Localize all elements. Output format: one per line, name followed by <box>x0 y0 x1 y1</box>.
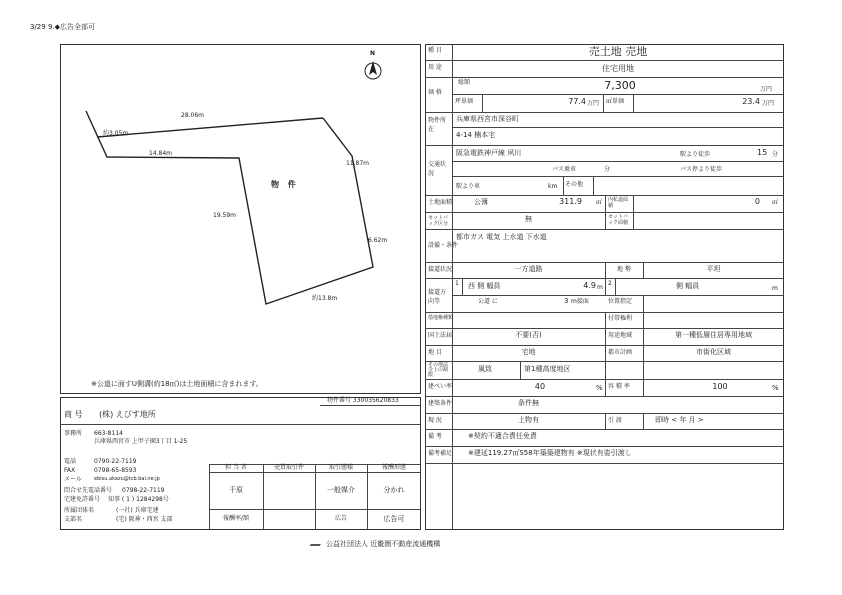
condition-label: 建築条件 <box>428 400 453 407</box>
remarks2-label: 備考補足 <box>428 450 453 457</box>
license-value: 知事 ( 1 ) 1284298号 <box>108 496 169 503</box>
setback-value: 無 <box>525 215 532 223</box>
bcr-value: 40 <box>534 382 546 391</box>
far-label: 容 積 率 <box>608 383 630 390</box>
footer-org-label: 公益社団法人 近畿圏不動産流通機構 <box>326 540 441 548</box>
dim-inner: 14.84m <box>149 150 173 157</box>
remarks-value: ※契約不適合責任免責 <box>468 432 537 440</box>
north-label: N <box>370 50 376 57</box>
val-mode: 一般媒介 <box>327 486 355 494</box>
use-value: 住宅用地 <box>602 64 634 73</box>
remarks-label: 備 考 <box>428 433 442 440</box>
branch-value: (宅) 阪神・西宮 支部 <box>116 516 173 523</box>
col-mode: 取引態様 <box>328 464 353 471</box>
bus-label: バス乗車 <box>552 166 577 173</box>
fax-label: FAX <box>64 467 76 474</box>
office-label: 事務所 <box>64 430 83 437</box>
dim-top: 28.06m <box>181 112 205 119</box>
other-law-b: 第1種高度地区 <box>524 365 571 373</box>
position-label: 位置指定 <box>608 298 633 305</box>
val-staff: 千原 <box>229 486 243 494</box>
bus-walk-label: バス停より徒歩 <box>680 166 723 173</box>
ad-label: 広告 <box>334 515 347 522</box>
road1-frontage: 3 <box>564 297 569 305</box>
road-status-value: 一方道路 <box>514 265 543 273</box>
handover-value: 即時 < 年 月 > <box>655 416 704 424</box>
map-note: ※公道に面すU側溝(約18㎡)は土地面積に含まれます。 <box>91 380 263 388</box>
contact-value: 0798-22-7119 <box>122 487 165 494</box>
walk-label: 駅より徒歩 <box>680 151 711 158</box>
facility-label: 設備・条件 <box>428 242 459 249</box>
sqm-value: 23.4 <box>742 97 760 106</box>
other-law-label: その他法令上の制限 <box>428 362 449 378</box>
dim-bottom: 約13.8m <box>312 295 338 302</box>
city-plan-label: 都市計画 <box>608 349 633 356</box>
assoc-label: 所属団体名 <box>64 507 95 514</box>
road2-no: 2 <box>608 280 612 287</box>
dim-right-lower: 6.62m <box>368 237 388 244</box>
dim-right-upper: 11.87m <box>346 160 370 167</box>
dim-left-lower: 19.59m <box>213 212 237 219</box>
other-label: その他 <box>565 181 584 188</box>
lot-label: 物 件 <box>271 180 299 189</box>
national-label: 国土法届 <box>428 332 453 339</box>
license-label: 宅建免許番号 <box>64 496 101 503</box>
area-value: 311.9 <box>559 197 582 206</box>
setback-label: セットバック区分 <box>428 215 449 227</box>
city-plan-value: 市街化区域 <box>696 348 731 356</box>
condition-value: 条件無 <box>518 399 539 407</box>
other-law-a: 風致 <box>478 365 492 373</box>
area-unit: ㎡ <box>596 199 603 206</box>
road1-type: 公道 に <box>478 298 498 305</box>
rights-label: 付帯権利 <box>608 315 633 322</box>
setback-area-label: セットバック面積 <box>608 214 629 226</box>
current-label: 現 況 <box>428 417 442 424</box>
footer-org <box>312 538 440 548</box>
mail-label: メール <box>64 476 82 483</box>
sqm-label: ㎡単価 <box>606 98 625 105</box>
bcr-unit: % <box>596 384 603 392</box>
walk-value: 15 <box>757 148 768 157</box>
price-unit: 万円 <box>760 86 773 93</box>
map-panel <box>60 44 421 394</box>
land-cat-label: 地 目 <box>428 349 442 356</box>
road2-unit: m <box>772 285 778 292</box>
val-fee: 分かれ <box>383 486 405 494</box>
road-dir-label: 接道方向等 <box>428 289 447 305</box>
fax-value: 0798-65-8593 <box>94 467 137 474</box>
bus-unit: 分 <box>604 166 611 173</box>
terrain-label: 地 勢 <box>617 266 631 273</box>
listing-number: 物件番号 330035620833 <box>327 397 399 404</box>
road1-no: 1 <box>455 280 459 287</box>
traffic-label: 交通状況 <box>428 161 447 177</box>
col-staff: 担 当 者 <box>225 464 247 471</box>
car-label: 駅より車 <box>456 183 481 190</box>
tsubo-label: 坪単価 <box>455 98 474 105</box>
branch-label: 支部名 <box>64 516 83 523</box>
tel-value: 0790-22-7119 <box>94 458 137 465</box>
far-unit: % <box>772 384 779 392</box>
remarks2-value: ※建延119.27㎡S58年築築建物有 ※現状有姿引渡し <box>468 449 632 457</box>
location-label: 物件所在 <box>428 117 447 133</box>
handover-label: 引 渡 <box>608 417 622 424</box>
assoc-value: (一社) 兵庫宅建 <box>116 507 159 514</box>
lot-diagram <box>61 45 420 393</box>
national-value: 不要(否) <box>515 331 542 339</box>
contact-label: 問合せ先電話番号 <box>64 487 113 494</box>
zoning-label: 用途地域 <box>608 332 633 339</box>
far-value: 100 <box>712 382 728 391</box>
bcr-label: 建ぺい率 <box>428 383 453 390</box>
tsubo-value: 77.4 <box>568 97 586 106</box>
facility-value: 都市ガス 電気 上水道 下水道 <box>456 233 547 241</box>
dim-left-short: 約3.05m <box>103 130 129 137</box>
trade-label: 商 号 <box>64 410 83 419</box>
office-zip: 663-8114 <box>94 430 123 437</box>
area-label: 土地面積 <box>428 199 453 206</box>
tel-label: 電話 <box>64 458 77 465</box>
trade-name: (株) えびす地所 <box>99 410 156 419</box>
road1-unit: m <box>597 284 603 291</box>
sqm-unit: 万円 <box>762 100 775 107</box>
station: 阪急電鉄神戸線 夙川 <box>456 149 522 157</box>
col-deals: 売買取引件 <box>273 464 304 471</box>
org-logo-icon <box>310 538 325 546</box>
use-label: 用 途 <box>428 64 442 71</box>
office-address: 兵庫県西宮市 上甲子園3丁目 1-25 <box>94 438 188 445</box>
road2-direction: 側 幅員 <box>676 282 700 290</box>
col-fee: 報酬形態 <box>381 464 406 471</box>
private-road-label: 内私道面積 <box>608 197 629 209</box>
car-unit: km <box>548 183 558 190</box>
price-label: 価 格 <box>428 89 442 96</box>
land-cat-value: 宅地 <box>521 348 536 356</box>
type-value: 売土地 売地 <box>588 45 648 58</box>
road-status-label: 接道状況 <box>428 266 453 273</box>
fee-rate-label: 報酬率/額 <box>222 515 250 522</box>
ad-value: 広告可 <box>383 515 405 523</box>
private-road-value: 0 <box>754 197 760 206</box>
private-road-unit: ㎡ <box>772 199 779 206</box>
current-value: 上物有 <box>518 416 539 424</box>
area-basis: 公簿 <box>474 198 488 206</box>
mail-value: ebisu.akazu@tcb.bai.ne.jp <box>94 476 160 482</box>
document-code: 3/29 9.◆広告全部可 <box>30 23 96 31</box>
type-label: 種 目 <box>428 47 442 54</box>
road1-frontage-unit: m接面 <box>571 298 589 305</box>
terrain-value: 平坦 <box>706 265 721 273</box>
road1-direction: 西 側 幅員 <box>468 282 501 290</box>
zoning-value: 第一種低層住居専用地域 <box>675 331 752 339</box>
walk-unit: 分 <box>772 151 779 158</box>
road1-width: 4.9 <box>583 281 596 290</box>
location-line1: 兵庫県西宮市深谷町 <box>456 115 519 123</box>
lease-label: 借地権種類 <box>428 315 454 321</box>
price-value: 7,300 <box>604 79 636 92</box>
location-line2: 4-14 楠本宅 <box>456 131 496 139</box>
price-sub: 総額 <box>458 79 471 86</box>
tsubo-unit: 万円 <box>587 100 600 107</box>
